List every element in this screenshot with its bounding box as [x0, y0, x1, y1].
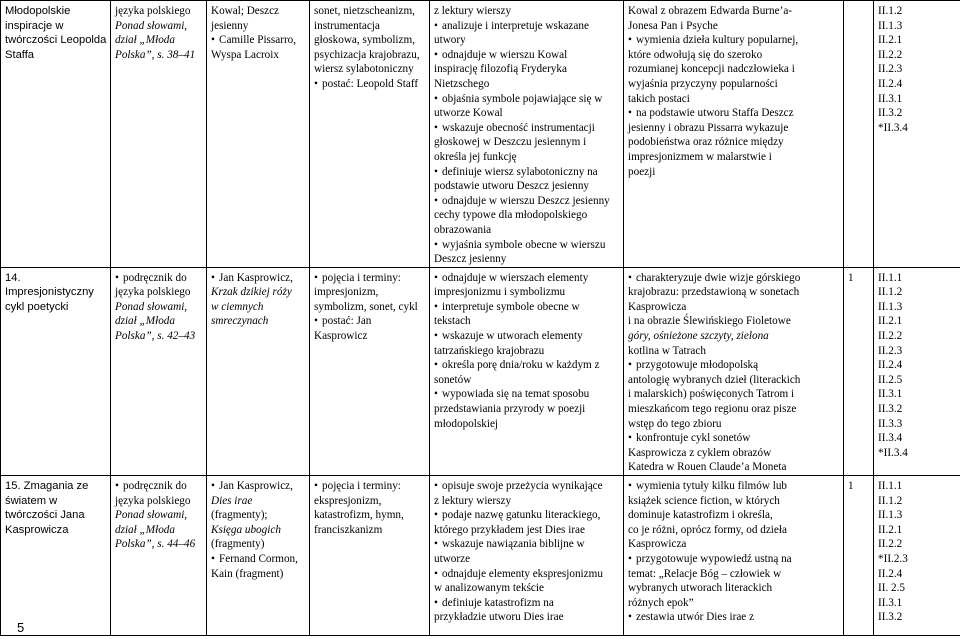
cell-line: Katedra w Rouen Claude’a Moneta [628, 461, 787, 474]
cell-line: podobieństwa oraz różnice między [628, 136, 784, 149]
cell-line: jesienny i obrazu Pissarra wykazuje [628, 121, 789, 134]
cell-line: • wyjaśnia symbole obecne w wierszu [434, 238, 619, 253]
cell-line: symbolizm, sonet, cykl [314, 300, 418, 313]
concepts-cell [310, 267, 430, 475]
cell-line: dział „Młoda [115, 315, 175, 328]
cell-line: 15. Zmagania ze [5, 480, 89, 492]
cell-line: Ponad słowami, [115, 19, 188, 32]
cell-line: dział „Młoda [115, 523, 175, 536]
cell-line: sonetów [434, 373, 472, 386]
basic-requirements-cell [430, 476, 624, 636]
cell-line: *II.2.3 [878, 552, 908, 565]
cell-line: kotlina w Tatrach [628, 344, 706, 357]
cell-line: • określa porę dnia/roku w każdym z [434, 358, 619, 373]
cell-line: wybranych utworach literackich [628, 582, 773, 595]
cell-line: II.2.3 [878, 344, 903, 357]
cell-line: II.2.1 [878, 315, 903, 328]
cell-line: impresjonizmem w malarstwie i [628, 150, 772, 163]
concepts-cell [310, 1, 430, 268]
cell-line: II.3.3 [878, 417, 903, 430]
cell-line: w ciemnych [211, 300, 264, 313]
cell-line: inspirację filozofią Fryderyka [434, 63, 567, 76]
cell-line: • przygotowuje młodopolską [628, 358, 839, 373]
cell-line: II.2.5 [878, 373, 903, 386]
core-curriculum-cell [874, 1, 960, 268]
cell-line: z lektury wierszy [434, 494, 512, 507]
cell-line: Impresjonistyczny [5, 286, 94, 299]
cell-line: II.1.2 [878, 5, 903, 17]
cell-line: głoskowa, symbolizm, [314, 34, 415, 47]
cell-line: • wypowiada się na temat sposobu [434, 387, 619, 402]
topic-cell [1, 1, 111, 268]
basic-requirements-cell [430, 267, 624, 475]
cell-line: młodopolskiej [434, 417, 499, 430]
cell-line: tekstach [434, 315, 471, 328]
cell-line: określa jej funkcję [434, 150, 517, 163]
cell-line: psychizacja krajobrazu, [314, 48, 420, 61]
cell-line: • zestawia utwór Dies irae z [628, 610, 839, 625]
cell-line: przedstawiania przyrody w poezji [434, 403, 586, 416]
cell-line: krajobrazu: przedstawioną w sonetach [628, 286, 800, 299]
cell-line: • podręcznik do [115, 479, 202, 494]
source-cell [111, 476, 207, 636]
cell-line: utworze Kowal [434, 107, 503, 120]
cell-line: Ponad słowami, [115, 509, 188, 522]
cell-line: inspiracje w [5, 19, 64, 32]
cell-line: katastrofizm, hymn, [314, 509, 404, 522]
texts-cell [207, 1, 310, 268]
cell-line: Ponad słowami, [115, 300, 188, 313]
cell-line: • odnajduje w wierszu Deszcz jesienny [434, 194, 619, 209]
texts-cell [207, 267, 310, 475]
cell-line: dominuje katastrofizm i określa, [628, 509, 773, 522]
cell-line: • odnajduje w wierszach elementy [434, 271, 619, 286]
cell-line: Młodopolskie [5, 5, 71, 17]
topic-cell [1, 267, 111, 475]
cell-line: które odwołują się do szeroko [628, 48, 763, 61]
cell-line: twórczości Jana [5, 509, 85, 522]
extended-requirements-cell [624, 1, 844, 268]
cell-line: • Jan Kasprowicz, [211, 271, 305, 286]
cell-line: • podaje nazwę gatunku literackiego, [434, 508, 619, 523]
extended-requirements-cell [624, 267, 844, 475]
cell-line: • przygotowuje wypowiedź ustną na [628, 552, 839, 567]
cell-line: temat: „Relacje Bóg – człowiek w [628, 567, 782, 580]
cell-line: II.1.2 [878, 286, 903, 299]
cell-line: różnych epok” [628, 596, 694, 609]
cell-line: jesienny [211, 19, 249, 32]
cell-line: II.1.3 [878, 19, 903, 32]
cell-line: • charakteryzuje dwie wizje górskiego [628, 271, 839, 286]
cell-line: którego przykładem jest Dies irae [434, 523, 585, 536]
cell-line: • konfrontuje cykl sonetów [628, 431, 839, 446]
cell-line: II.2.2 [878, 538, 903, 551]
cell-line: twórczości Leopolda [5, 34, 107, 47]
cell-line: antologię wybranych dzieł (literackich [628, 373, 801, 386]
cell-line: języka polskiego [115, 5, 191, 17]
cell-line: II.2.3 [878, 63, 903, 76]
cell-line: Deszcz jesienny [434, 253, 507, 266]
cell-line: Księga ubogich [211, 523, 281, 536]
cell-line: co je różni, oprócz formy, od dzieła [628, 523, 787, 536]
cell-line: Kasprowicza [628, 300, 687, 313]
cell-line: II.3.2 [878, 611, 903, 624]
cell-line: II.2.1 [878, 34, 903, 47]
cell-line: instrumentacja [314, 19, 380, 32]
cell-line: *II.3.4 [878, 121, 908, 134]
cell-line: II.1.1 [878, 480, 903, 492]
cell-line: II.3.1 [878, 596, 903, 609]
core-curriculum-cell [874, 476, 960, 636]
cell-line: • wskazuje obecność instrumentacji [434, 121, 619, 136]
cell-line: • wymienia dzieła kultury popularnej, [628, 33, 839, 48]
cell-line: Kasprowicza [5, 523, 69, 536]
cell-line: głoskowej w Deszczu jesiennym i [434, 136, 587, 149]
cell-line: języka polskiego [115, 286, 191, 299]
cell-line: • objaśnia symbole pojawiające się w [434, 92, 619, 107]
hours-cell [844, 1, 874, 268]
cell-line: • definiuje katastrofizm na [434, 596, 619, 611]
cell-line: Nietzschego [434, 77, 490, 90]
cell-line: Kowal; Deszcz [211, 5, 280, 17]
cell-line: Polska”, s. 42–43 [115, 330, 196, 343]
cell-line: mieszkańcom tego regionu oraz pisze [628, 403, 797, 416]
cell-line: • pojęcia i terminy: [314, 479, 425, 494]
cell-line: poezji [628, 165, 656, 178]
cell-line: impresjonizmu i symbolizmu [434, 286, 566, 299]
cell-line: • podręcznik do [115, 271, 202, 286]
cell-line: II.3.4 [878, 432, 903, 445]
cell-line: • Camille Pissarro, [211, 33, 305, 48]
cell-line: • wymienia tytuły kilku filmów lub [628, 479, 839, 494]
page-number: 5 [17, 620, 25, 635]
cell-line: Dies irae [211, 494, 253, 507]
cell-line: Kasprowicza [628, 538, 687, 551]
cell-line: II.2.4 [878, 359, 903, 372]
cell-line: II.3.2 [878, 107, 903, 120]
texts-cell [207, 476, 310, 636]
cell-line: (fragmenty); [211, 509, 268, 522]
cell-line: II.3.1 [878, 388, 903, 401]
cell-line: dział „Młoda [115, 34, 175, 47]
source-cell [111, 267, 207, 475]
table-row [1, 1, 960, 268]
source-cell [111, 1, 207, 268]
cell-line: podstawie utworu Deszcz jesienny [434, 180, 590, 193]
cell-line: • odnajduje elementy ekspresjonizmu [434, 567, 619, 582]
cell-line: tatrzańskiego krajobrazu [434, 344, 545, 357]
cell-line: • odnajduje w wierszu Kowal [434, 48, 619, 63]
cell-line: Kasprowicza z cyklem obrazów [628, 446, 772, 459]
cell-line: II.1.3 [878, 509, 903, 522]
concepts-cell [310, 476, 430, 636]
cell-line: rozumianej koncepcji nadczłowieka i [628, 63, 795, 76]
cell-line: • interpretuje symbole obecne w [434, 300, 619, 315]
cell-line: ekspresjonizm, [314, 494, 382, 507]
cell-line: światem w [5, 494, 58, 507]
cell-line: II.2.4 [878, 77, 903, 90]
cell-line: smreczynach [211, 315, 269, 328]
cell-line: II.2.4 [878, 567, 903, 580]
cell-line: utwory [434, 34, 466, 47]
cell-line: • na podstawie utworu Staffa Deszcz [628, 106, 839, 121]
cell-line: (fragmenty) [211, 538, 265, 551]
hours-cell: 1 [844, 476, 874, 636]
table-row [1, 476, 960, 636]
hours-cell: 1 [844, 267, 874, 475]
cell-line: *II.3.4 [878, 446, 908, 459]
cell-line: Staffa [5, 48, 35, 61]
cell-line: II.2.2 [878, 48, 903, 61]
cell-line: przykładzie utworu Dies irae [434, 611, 564, 624]
cell-line: cykl poetycki [5, 300, 69, 313]
cell-line: sonet, nietzscheanizm, [314, 5, 415, 17]
core-curriculum-cell [874, 267, 960, 475]
cell-line: • wskazuje nawiązania biblijne w [434, 537, 619, 552]
cell-line: Jonesa Pan i Psyche [628, 19, 718, 32]
cell-line: franciszkanizm [314, 523, 383, 536]
cell-line: Kowal z obrazem Edwarda Burne’a- [628, 5, 793, 17]
cell-line: Polska”, s. 44–46 [115, 538, 196, 551]
cell-line: impresjonizm, [314, 286, 379, 299]
cell-line: • postać: Jan [314, 314, 425, 329]
cell-line: • wskazuje w utworach elementy [434, 329, 619, 344]
basic-requirements-cell [430, 1, 624, 268]
cell-line: w analizowanym tekście [434, 582, 544, 595]
cell-line: 14. [5, 271, 21, 284]
cell-line: takich postaci [628, 92, 690, 105]
cell-line: góry, ośnieżone szczyty, zielona [628, 330, 769, 343]
cell-line: II.1.1 [878, 271, 903, 284]
cell-line: Kasprowicz [314, 330, 368, 343]
table-row [1, 267, 960, 475]
cell-line: II.3.1 [878, 92, 903, 105]
cell-line: • Jan Kasprowicz, [211, 479, 305, 494]
cell-line: cechy typowe dla młodopolskiego [434, 209, 588, 222]
cell-line: Kain (fragment) [211, 567, 284, 580]
cell-line: z lektury wierszy [434, 5, 512, 17]
cell-line: książek science fiction, w których [628, 494, 780, 507]
cell-line: Polska”, s. 38–41 [115, 48, 196, 61]
cell-line: • pojęcia i terminy: [314, 271, 425, 286]
cell-line: obrazowania [434, 223, 492, 236]
cell-line: wstęp do tego zbioru [628, 417, 722, 430]
cell-line: II.2.2 [878, 330, 903, 343]
cell-line: II.1.3 [878, 300, 903, 313]
cell-line: II.3.2 [878, 403, 903, 416]
cell-line: II.1.2 [878, 494, 903, 507]
extended-requirements-cell [624, 476, 844, 636]
cell-line: Krzak dzikiej róży [211, 286, 292, 299]
cell-line: • analizuje i interpretuje wskazane [434, 19, 619, 34]
cell-line: II. 2.5 [878, 582, 906, 595]
cell-line: języka polskiego [115, 494, 191, 507]
cell-line: • postać: Leopold Staff [314, 77, 425, 92]
cell-line: • Fernand Cormon, [211, 552, 305, 567]
topic-cell [1, 476, 111, 636]
cell-line: • opisuje swoje przeżycia wynikające [434, 479, 619, 494]
cell-line: i na obrazie Ślewińskiego Fioletowe [628, 315, 791, 328]
cell-line: Wyspa Lacroix [211, 48, 279, 61]
cell-line: wyjaśnia przyczyny popularności [628, 77, 778, 90]
cell-line: i malarskich) poświęconych Tatrom i [628, 388, 795, 401]
cell-line: • definiuje wiersz sylabotoniczny na [434, 165, 619, 180]
cell-line: utworze [434, 552, 471, 565]
cell-line: wiersz sylabotoniczny [314, 63, 414, 76]
cell-line: II.2.1 [878, 523, 903, 536]
